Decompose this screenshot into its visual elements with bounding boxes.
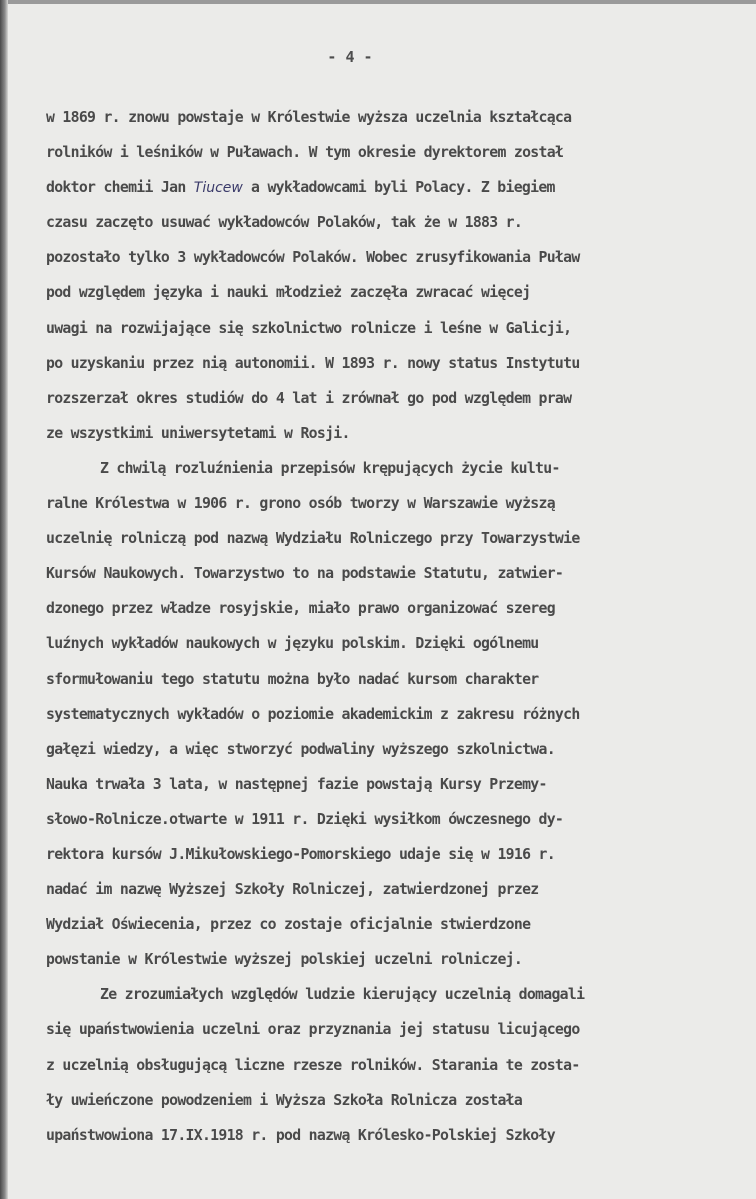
text-line: po uzyskaniu przez nią autonomii. W 1893 r. nowy status Instytutu — [46, 354, 580, 372]
text-line: rektora kursów J.Mikułowskiego-Pomorskiego udaje się w 1916 r. — [46, 845, 555, 863]
text-line: się upaństwowienia uczelni oraz przyznania jej statusu licującego — [46, 1021, 580, 1039]
text-line: gałęzi wiedzy, a więc stworzyć podwaliny wyższego szkolnictwa. — [46, 740, 555, 758]
text-fragment: a wykładowcami byli Polacy. Z biegiem — [242, 179, 555, 197]
body-text — [46, 100, 736, 1153]
text-line: nadać im nazwę Wyższej Szkoły Rolniczej, zatwierdzonej przez — [46, 881, 539, 899]
text-line: upaństwowiona 17.IX.1918 r. pod nazwą Królesko-Polskiej Szkoły — [46, 1126, 555, 1144]
text-line: z uczelnią obsługującą liczne rzesze rolników. Starania te zosta- — [46, 1056, 580, 1074]
text-line: Z chwilą rozluźnienia przepisów krępujących życie kultu- — [100, 459, 560, 477]
page-top-edge — [0, 0, 756, 4]
text-line: pod względem języka i nauki młodzież zaczęła zwracać więcej — [46, 284, 531, 302]
text-line: Wydział Oświecenia, przez co zostaje oficjalnie stwierdzone — [46, 916, 531, 934]
text-line: ze wszystkimi uniwersytetami w Rosji. — [46, 424, 350, 442]
text-line: rolników i leśników w Puławach. W tym okresie dyrektorem został — [46, 144, 564, 162]
text-line: uczelnię rolniczą pod nazwą Wydziału Rolniczego przy Towarzystwie — [46, 530, 580, 548]
page-number: - 4 - — [327, 48, 373, 66]
text-line: ralne Królestwa w 1906 r. grono osób tworzy w Warszawie wyższą — [46, 495, 555, 513]
text-line: sformułowaniu tego statutu można było nadać kursom charakter — [46, 670, 539, 688]
text-line: powstanie w Królestwie wyższej polskiej uczelni rolniczej. — [46, 951, 523, 969]
text-line: systematycznych wykładów o poziomie akademickim z zakresu różnych — [46, 705, 580, 723]
text-line: rozszerzał okres studiów do 4 lat i zrównał go pod względem praw — [46, 389, 572, 407]
text-line: luźnych wykładów naukowych w języku polskim. Dzięki ogólnemu — [46, 635, 539, 653]
text-line: słowo-Rolnicze.otwarte w 1911 r. Dzięki wysiłkom ówczesnego dy- — [46, 810, 564, 828]
text-line: uwagi na rozwijające się szkolnictwo rolnicze i leśne w Galicji, — [46, 319, 572, 337]
text-line: ły uwieńczone powodzeniem i Wyższa Szkoła Rolnicza została — [46, 1091, 523, 1109]
text-line: Ze zrozumiałych względów ludzie kierujący uczelnią domagali — [100, 986, 585, 1004]
page-left-edge — [0, 0, 8, 1199]
text-fragment: doktor chemii Jan — [46, 179, 194, 197]
text-line: pozostało tylko 3 wykładowców Polaków. Wobec zrusyfikowania Puław — [46, 249, 580, 267]
text-line: dzonego przez władze rosyjskie, miało prawo organizować szereg — [46, 600, 555, 618]
text-line: Nauka trwała 3 lata, w następnej fazie powstają Kursy Przemy- — [46, 775, 547, 793]
text-line: czasu zaczęto usuwać wykładowców Polaków, tak że w 1883 r. — [46, 214, 523, 232]
handwritten-name: Tiuсеw — [193, 180, 243, 197]
text-line: w 1869 r. znowu powstaje w Królestwie wyższa uczelnia kształcąca — [46, 109, 572, 126]
text-line: Kursów Naukowych. Towarzystwo to na podstawie Statutu, zatwier- — [46, 565, 564, 583]
text-line — [46, 170, 736, 205]
